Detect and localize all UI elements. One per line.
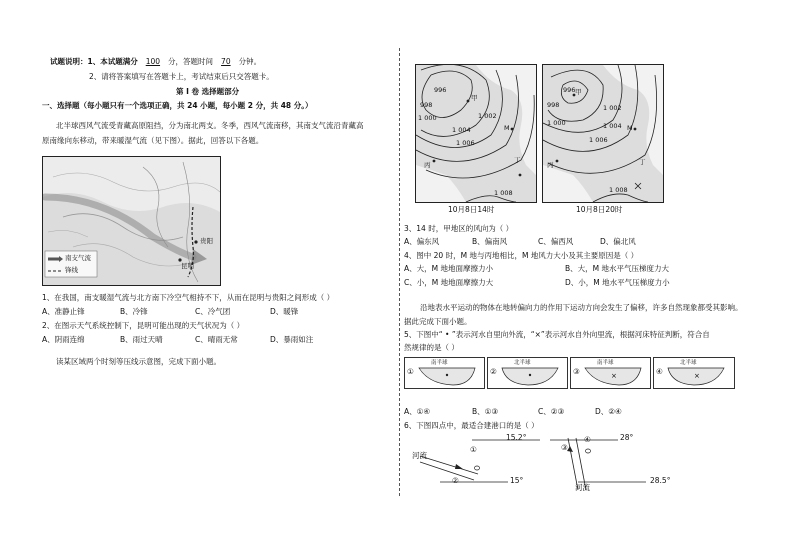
q1-option-a: A、准静止锋 <box>42 307 85 316</box>
q5-panel-2-num: ② <box>490 367 497 376</box>
label-bing: 丙 <box>547 161 554 169</box>
isobar-label-1000: 1 000 <box>547 119 566 127</box>
q2-option-a: A、阴雨连绵 <box>42 335 85 344</box>
intro3-line1: 沿地表水平运动的物体在地转偏向力的作用下运动方向会发生了偏移，许多自然现象都受其影响。 <box>420 303 743 312</box>
q3-stem: 3、14 时，甲地区的风向为（ ） <box>404 224 514 233</box>
river-label-left: 河流 <box>412 451 427 460</box>
isobar-label-996: 996 <box>434 86 447 94</box>
lat-28-5: 28.5° <box>650 476 671 485</box>
label-m: M <box>504 124 510 132</box>
q5-panel-3 <box>570 357 651 389</box>
intro-line2: 原南缘向东移动，带来暖湿气流（见下图）。据此，回答以下各题。 <box>42 136 264 145</box>
q5-stem-line1: 5、下图中“ • ”表示河水自里向外流，“×”表示河水自外向里流，根据河床特征判断，符合自 <box>404 330 710 339</box>
caption-20h: 10月8日20时 <box>576 205 623 214</box>
part1-heading: 一、选择题（每小题只有一个选项正确，共 24 小题，每小题 2 分，共 48 分。） <box>42 101 313 110</box>
isobar-label-1006: 1 006 <box>589 136 608 144</box>
q4-option-d: D、小，M 地水平气压梯度力小 <box>565 278 670 287</box>
svg-text:×: × <box>611 372 617 380</box>
q1-stem: 1、在我国，南支暖湿气流与北方南下冷空气相持不下，从而在昆明与贵阳之间形成（ ） <box>42 293 335 302</box>
isobar-label-1002: 1 002 <box>478 112 497 120</box>
label-ding: 丁 <box>514 156 521 164</box>
isobar-label-1008: 1 008 <box>609 186 628 194</box>
q5-option-a: A、①④ <box>404 407 431 416</box>
q5-panel-4 <box>653 357 735 389</box>
q5-panel-2 <box>487 357 568 389</box>
q5-panel-1-hemi: 南半球 <box>431 360 448 366</box>
isobar-label-1008: 1 008 <box>494 189 513 197</box>
q2-stem: 2、在图示天气系统控制下，昆明可能出现的天气状况为（ ） <box>42 321 245 330</box>
q5-stem-line2: 然规律的是（ ） <box>404 343 459 352</box>
q1-option-c: C、冷气团 <box>195 307 231 316</box>
intro-line1: 北半球西风气流受青藏高原阻挡，分为南北两支。冬季，西风气流南移，其南支气流沿青藏高 <box>56 121 364 130</box>
q4-option-c: C、小，M 地地面摩擦力大 <box>404 278 494 287</box>
q3-option-a: A、偏东风 <box>404 237 440 246</box>
q4-option-b: B、大，M 地水平气压梯度力大 <box>565 264 669 273</box>
point-3: ③ <box>561 443 568 452</box>
q5-panel-3-hemi: 南半球 <box>597 360 614 366</box>
legend-front-label: 锋线 <box>65 266 78 274</box>
q1-option-b: B、冷锋 <box>120 307 148 316</box>
caption-14h: 10月8日14时 <box>448 205 495 214</box>
point-4: ④ <box>584 435 591 444</box>
isobar-label-998: 998 <box>547 101 560 109</box>
isobar-label-1006: 1 006 <box>456 139 475 147</box>
isobar-map-14h <box>415 64 537 203</box>
q1-option-d: D、暖锋 <box>270 307 299 316</box>
q5-panel-3-num: ③ <box>573 367 580 376</box>
label-guiyang: 贵阳 <box>200 237 213 245</box>
tibet-airflow-map <box>42 156 221 286</box>
instructions-line1: 试题说明：1、本试题满分 100 分，答题时间 70 分钟。 <box>50 57 262 66</box>
q5-option-b: B、①③ <box>472 407 499 416</box>
q5-option-c: C、②③ <box>538 407 565 416</box>
label-kunming: 昆明 <box>181 262 194 270</box>
label-ding: 丁 <box>639 158 646 166</box>
q5-panel-2-hemi: 北半球 <box>514 360 531 366</box>
label-jia: 甲 <box>471 94 478 102</box>
q5-panel-4-hemi: 北半球 <box>680 360 697 366</box>
q5-panel-1 <box>404 357 485 389</box>
q6-stem: 6、下图四点中，最适合建港口的是（ ） <box>404 421 539 430</box>
guiyang-dot <box>194 240 197 243</box>
intro3-line2: 据此完成下面小题。 <box>404 317 472 326</box>
q3-option-c: C、偏西风 <box>538 237 574 246</box>
isobar-label-996: 996 <box>563 86 576 94</box>
instructions-line2: 2、请将答案填写在答题卡上，考试结束后只交答题卡。 <box>89 72 274 81</box>
isobar-label-1002: 1 002 <box>603 104 622 112</box>
q5-panel-1-num: ① <box>407 367 414 376</box>
q4-option-a: A、大，M 地地面摩擦力小 <box>404 264 493 273</box>
q5-option-d: D、②④ <box>595 407 622 416</box>
point-1: ① <box>470 445 477 454</box>
q3-option-b: B、偏南风 <box>472 237 508 246</box>
point-2: ② <box>452 476 459 485</box>
legend-airflow-label: 南支气流 <box>65 254 91 262</box>
q2-option-d: D、暴雨如注 <box>270 335 314 344</box>
isobar-label-1004: 1 004 <box>603 122 622 130</box>
isobar-label-1004: 1 004 <box>452 126 471 134</box>
label-bing: 丙 <box>424 161 431 169</box>
lat-15-2: 15.2° <box>506 433 527 442</box>
isobar-map-20h <box>542 64 664 203</box>
intro2: 读某区域两个时刻等压线示意图，完成下面小题。 <box>56 357 221 366</box>
lat-15: 15° <box>510 476 524 485</box>
svg-text:×: × <box>694 372 700 380</box>
q3-option-d: D、偏北风 <box>600 237 636 246</box>
q2-option-b: B、雨过天晴 <box>120 335 163 344</box>
column-divider <box>399 48 400 496</box>
label-m: M <box>627 124 633 132</box>
q4-stem: 4、图中 20 时，M 地与丙地相比，M 地风力大小及其主要原因是（ ） <box>404 251 639 260</box>
q5-panel-4-num: ④ <box>656 367 663 376</box>
q2-option-c: C、晴雨无常 <box>195 335 238 344</box>
river-label-right: 河流 <box>575 483 590 492</box>
label-jia: 甲 <box>575 88 582 96</box>
isobar-label-998: 998 <box>420 101 433 109</box>
isobar-label-1000: 1 000 <box>418 114 437 122</box>
lat-28: 28° <box>620 433 634 442</box>
section-title: 第 I 卷 选择题部分 <box>176 87 240 96</box>
